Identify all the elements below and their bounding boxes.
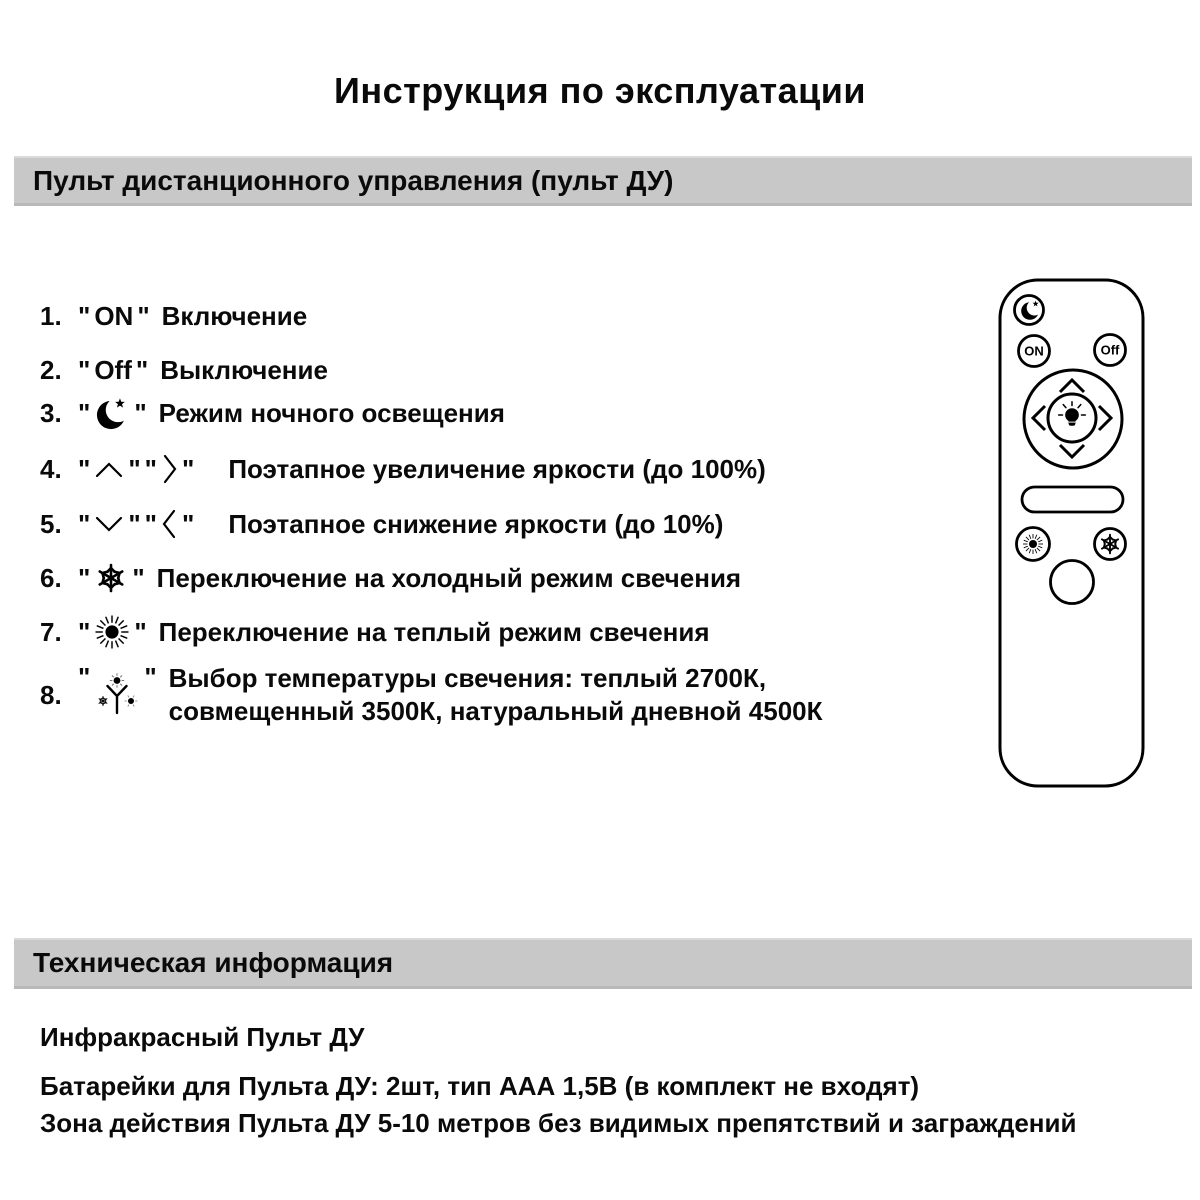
item-text: Выключение — [160, 354, 328, 385]
page-title: Инструкция по эксплуатации — [333, 70, 867, 111]
item-number: 5. — [40, 508, 62, 539]
sun-icon — [94, 614, 130, 650]
on-button-label: ON — [1024, 343, 1044, 359]
quote-mark: " — [134, 397, 147, 428]
item-number: 3. — [40, 397, 62, 428]
instruction-item-2 — [40, 351, 328, 389]
item-number: 2. — [40, 354, 62, 385]
chevron-right-icon — [161, 453, 178, 485]
quote-mark: " — [181, 453, 195, 484]
quote-mark: " — [78, 397, 91, 428]
quote-mark: " — [78, 453, 91, 484]
item-text: Поэтапное снижение яркости (до 10%) — [228, 508, 724, 539]
item-number: 1. — [40, 300, 62, 331]
item-text — [169, 662, 823, 728]
chevron-up-icon — [94, 460, 124, 479]
off-button-label: Off — [94, 354, 132, 385]
off-button-label: Off — [1100, 342, 1120, 358]
quote-mark: " — [144, 508, 157, 539]
section-header-remote-label: Пульт дистанционного управления (пульт ДУ) — [33, 164, 674, 196]
quote-mark: " — [78, 354, 91, 385]
quote-mark: " — [128, 453, 141, 484]
color-temperature-select-icon — [94, 672, 140, 718]
quote-mark: " — [78, 508, 91, 539]
instruction-item-1 — [40, 297, 307, 335]
quote-mark: " — [181, 508, 195, 539]
snowflake-icon — [94, 561, 128, 595]
quote-mark: " — [78, 616, 91, 647]
item-text: Режим ночного освещения — [158, 397, 505, 428]
item-text-line1: Выбор температуры свечения: теплый 2700К, — [168, 663, 767, 693]
chevron-down-icon — [94, 515, 124, 534]
instruction-item-4 — [40, 450, 766, 488]
tech-info-line-2: Батарейки для Пульта ДУ: 2шт, тип ААА 1,5В (в комплект не входят) — [40, 1071, 920, 1101]
quote-mark: " — [134, 616, 147, 647]
quote-mark: " — [78, 300, 91, 331]
item-text: Переключение на теплый режим свечения — [158, 616, 710, 647]
remote-control-illustration — [993, 276, 1155, 796]
quote-mark: " — [128, 508, 141, 539]
quote-mark: " — [144, 662, 157, 692]
on-button-label: ON — [94, 300, 134, 331]
item-text: Поэтапное увеличение яркости (до 100%) — [228, 453, 766, 484]
instruction-item-5 — [40, 505, 723, 543]
instruction-item-3 — [40, 394, 505, 432]
sun-icon — [1023, 534, 1043, 554]
item-text: Включение — [161, 300, 308, 331]
moon-night-mode-icon — [94, 395, 130, 431]
chevron-left-icon — [161, 508, 178, 540]
instruction-item-6 — [40, 559, 741, 597]
item-number: 7. — [40, 616, 62, 647]
quote-mark: " — [78, 562, 91, 593]
instruction-item-8 — [40, 662, 822, 728]
item-number: 6. — [40, 562, 62, 593]
item-text-line2: совмещенный 3500К, натуральный дневной 4500К — [168, 696, 823, 726]
item-number: 8. — [40, 679, 62, 710]
item-number: 4. — [40, 453, 62, 484]
tech-info-line-1: Инфракрасный Пульт ДУ — [40, 1022, 365, 1052]
section-header-technical — [14, 938, 1192, 989]
section-header-remote — [14, 156, 1192, 206]
tech-info-line-3: Зона действия Пульта ДУ 5-10 метров без видимых препятствий и заграждений — [40, 1108, 1077, 1138]
quote-mark: " — [137, 300, 150, 331]
quote-mark: " — [144, 453, 157, 484]
section-header-technical-label: Техническая информация — [33, 947, 394, 978]
quote-mark: " — [135, 354, 149, 385]
quote-mark: " — [132, 562, 145, 593]
quote-mark: " — [78, 662, 91, 692]
item-text: Переключение на холодный режим свечения — [156, 562, 742, 593]
instruction-item-7 — [40, 613, 710, 651]
